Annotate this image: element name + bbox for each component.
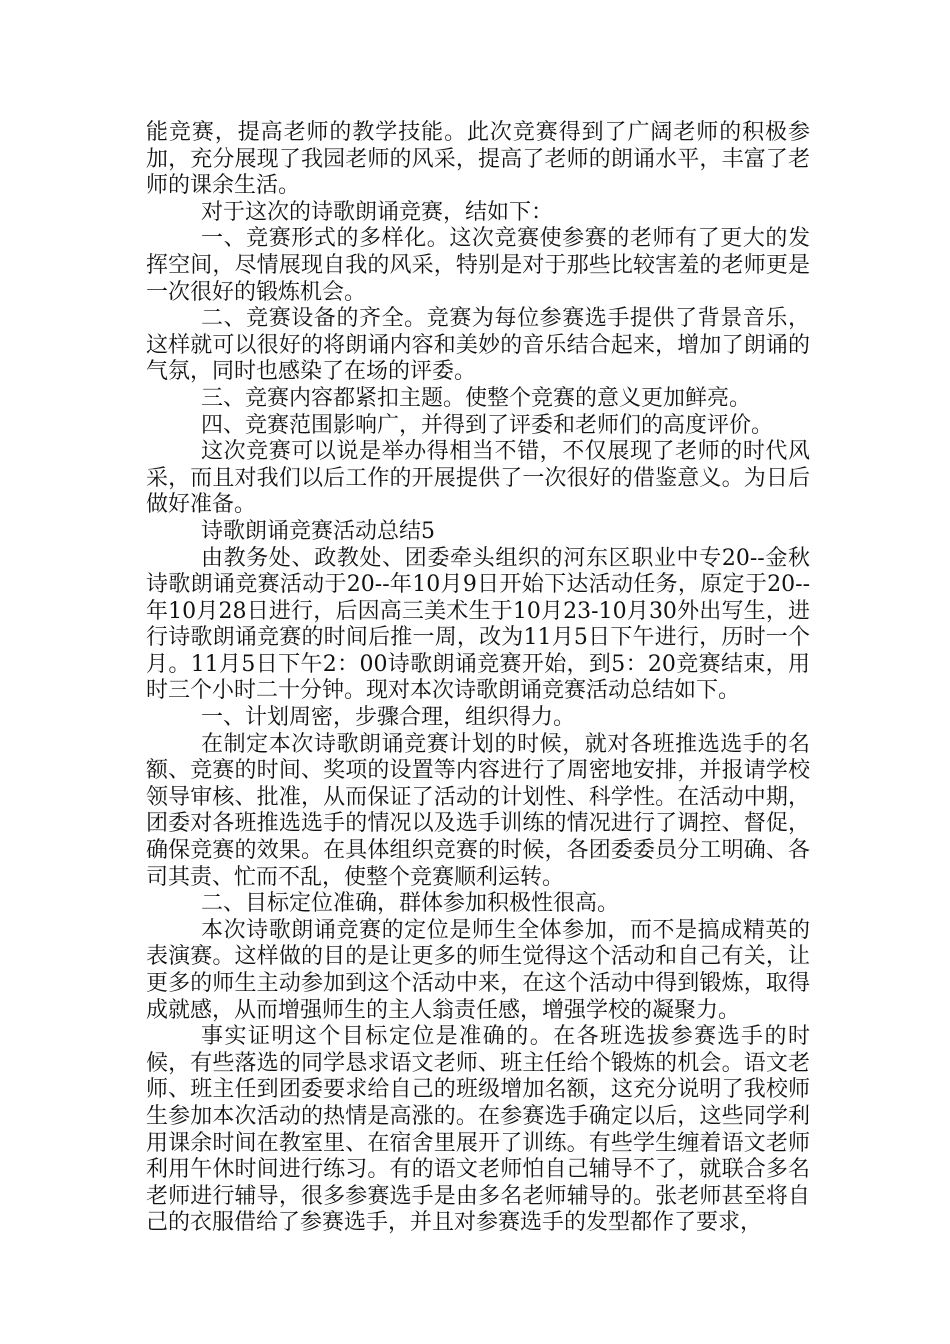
paragraph-point-3: 三、竞赛内容都紧扣主题。使整个竞赛的意义更加鲜亮。 <box>201 385 752 411</box>
heading-planning: 一、计划周密，步骤合理，组织得力。 <box>201 705 576 731</box>
paragraph-intro-continuation: 能竞赛，提高老师的教学技能。此次竞赛得到了广阔老师的积极参加，充分展现了我园老师的风采，提高了老师的朗诵水平，丰富了老师的课余生活。 <box>146 120 810 199</box>
document-body <box>146 120 810 1237</box>
paragraph-event-overview: 由教务处、政教处、团委牵头组织的河东区职业中专20--金秋诗歌朗诵竞赛活动于20--年10月9日开始下达活动任务，原定于20--年10月28日进行，后因高三美术生于10月23-10月30外出写生，进行诗歌朗诵竞赛的时间后推一周，改为11月5日下午进行，历时一个月。11月5日下午2：00诗歌朗诵竞赛开始，到5：20竞赛结束，用时三个小时二十分钟。现对本次诗歌朗诵竞赛活动总结如下。 <box>146 545 810 704</box>
paragraph-point-2: 二、竞赛设备的齐全。竞赛为每位参赛选手提供了背景音乐，这样就可以很好的将朗诵内容和美妙的音乐结合起来，增加了朗诵的气氛，同时也感染了在场的评委。 <box>146 306 810 385</box>
heading-target-positioning: 二、目标定位准确，群体参加积极性很高。 <box>201 891 620 917</box>
paragraph-conclusion: 这次竞赛可以说是举办得相当不错，不仅展现了老师的时代风采，而且对我们以后工作的开展提供了一次很好的借鉴意义。为日后做好准备。 <box>146 439 810 518</box>
paragraph-planning-detail: 在制定本次诗歌朗诵竞赛计划的时候，就对各班推选选手的名额、竞赛的时间、奖项的设置等内容进行了周密地安排，并报请学校领导审核、批准，从而保证了活动的计划性、科学性。在活动中期，团委对各班推选选手的情况以及选手训练的情况进行了调控、督促，确保竞赛的效果。在具体组织竞赛的时候，各团委委员分工明确、各司其责、忙而不乱，使整个竞赛顺利运转。 <box>146 731 810 890</box>
paragraph-target-detail: 本次诗歌朗诵竞赛的定位是师生全体参加，而不是搞成精英的表演赛。这样做的目的是让更多的师生觉得这个活动和自己有关，让更多的师生主动参加到这个活动中来，在这个活动中得到锻炼，取得成就感，从而增强师生的主人翁责任感，增强学校的凝聚力。 <box>146 917 810 1023</box>
paragraph-point-1: 一、竞赛形式的多样化。这次竞赛使参赛的老师有了更大的发挥空间，尽情展现自我的风采，特别是对于那些比较害羞的老师更是一次很好的锻炼机会。 <box>146 226 810 305</box>
paragraph-point-4: 四、竞赛范围影响广，并得到了评委和老师们的高度评价。 <box>201 412 774 438</box>
paragraph-evidence: 事实证明这个目标定位是准确的。在各班选拔参赛选手的时候，有些落选的同学恳求语文老师、班主任给个锻炼的机会。语文老师、班主任到团委要求给自己的班级增加名额，这充分说明了我校师生参加本次活动的热情是高涨的。在参赛选手确定以后，这些同学利用课余时间在教室里、在宿舍里展开了训练。有些学生缠着语文老师利用午休时间进行练习。有的语文老师怕自己辅导不了，就联合多名老师进行辅导，很多参赛选手是由多名老师辅导的。张老师甚至将自己的衣服借给了参赛选手，并且对参赛选手的发型都作了要求， <box>146 1024 810 1236</box>
section-title-summary-5: 诗歌朗诵竞赛活动总结5 <box>201 518 435 544</box>
paragraph-summary-lead: 对于这次的诗歌朗诵竞赛，结如下： <box>201 199 554 225</box>
